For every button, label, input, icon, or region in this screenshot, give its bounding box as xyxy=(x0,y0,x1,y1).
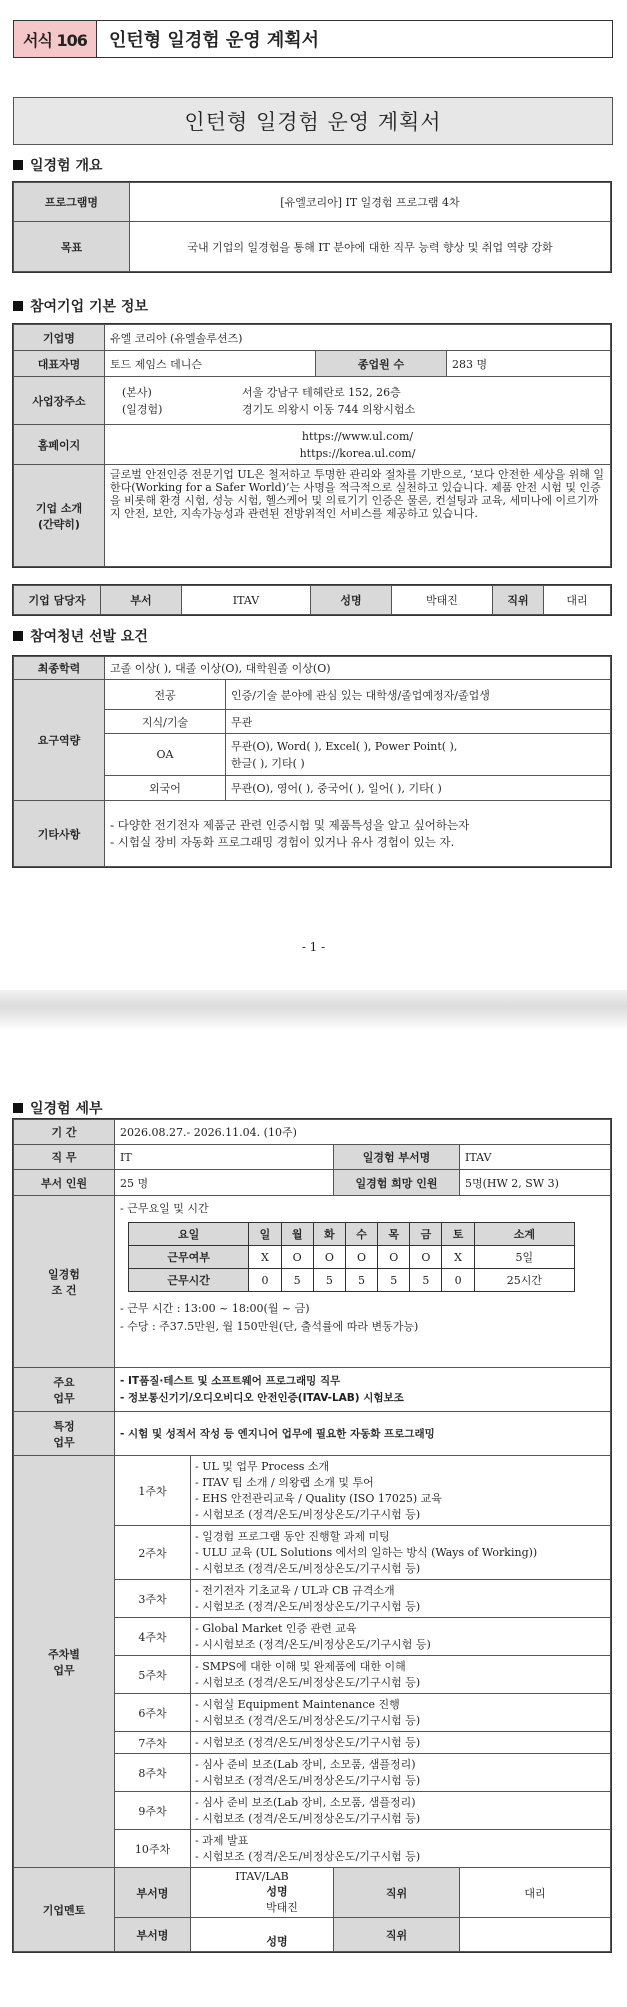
week-tasks xyxy=(191,1732,611,1754)
week-row xyxy=(14,1456,611,1526)
intro-value: 글로벌 안전인증 전문기업 UL은 철저하고 투명한 관리와 절차를 기반으로, ‘보다 안전한 세상을 위해 일한다(Working for a Safer World)’는 사명을 적극적으로 실천하고 있습니다. 제품 안전 시험 및 인증을 비롯해 환경 시험, 성능 시험, 헬스케어 및 의료기기 인증은 물론, 컨설팅과 교육, 세미나에 이르기까지 안전, 보안, 지속가능성과 관련된 전방위적인 서비스를 제공하고 있습니다. xyxy=(105,465,611,567)
schedule-cell: X xyxy=(442,1246,474,1269)
mentor2-position-value xyxy=(460,1918,611,1952)
week-number: 4주차 xyxy=(115,1618,191,1656)
schedule-cell: 5 xyxy=(281,1269,313,1292)
mentor-dept-value: ITAV/LAB 성명 박태진 xyxy=(191,1868,334,1918)
week-task-item: - 시험보조 (정격/온도/비정상온도/기구시험 등) xyxy=(195,1713,421,1727)
hope-count-value: 5명(HW 2, SW 3) xyxy=(460,1170,611,1196)
mentor-position-label: 직위 xyxy=(334,1868,460,1918)
week-tasks xyxy=(191,1656,611,1694)
contact-position-value: 대리 xyxy=(544,586,611,615)
page-1 xyxy=(0,0,627,990)
square-bullet-icon xyxy=(13,160,23,170)
competency-label: 요구역량 xyxy=(14,680,105,801)
conditions-label: 일경험 조 건 xyxy=(14,1196,115,1368)
conditions-value: - 근무요일 및 시간 요일 일 월 화 수 목 금 토 소계 근무여부 X O O O O O X 5일 근무시간 0 5 5 5 5 5 0 25시간 - 근무 시간 : 13:00 ~ 18:00(월 ~ 금) - 수당 : 주37.5만원, 월 150만원(단, 출석률에 따라 변동가능) xyxy=(115,1196,611,1368)
address-work: 경기도 의왕시 이동 744 의왕시험소 xyxy=(242,402,416,416)
week-task-item: - 시험보조 (정격/온도/비정상온도/기구시험 등) xyxy=(195,1675,421,1689)
skill-label: 지식/기술 xyxy=(105,710,226,734)
week-task-item: - ULU 교육 (UL Solutions 에서의 일하는 방식 (Ways of Working)) xyxy=(195,1545,538,1559)
program-name-label: 프로그램명 xyxy=(14,183,130,222)
schedule-cell: 5 xyxy=(410,1269,442,1292)
square-bullet-icon xyxy=(13,1103,23,1113)
week-number: 8주차 xyxy=(115,1754,191,1792)
job-label: 직 무 xyxy=(14,1145,115,1170)
schedule-cell: 토 xyxy=(442,1223,474,1246)
weekly-tasks xyxy=(14,1456,611,1868)
goal-label: 목표 xyxy=(14,222,130,272)
special-task-label: 특정 업무 xyxy=(14,1412,115,1456)
company-name-value: 유엘 코리아 (유엘솔루션즈) xyxy=(105,325,611,351)
schedule-cell: 5 xyxy=(378,1269,410,1292)
week-number: 2주차 xyxy=(115,1526,191,1580)
period-value: 2026.08.27.- 2026.11.04. (10주) xyxy=(115,1120,611,1145)
youth-table xyxy=(13,656,611,867)
major-value: 인증/기술 분야에 관심 있는 대학생/졸업예정자/졸업생 xyxy=(226,680,611,710)
schedule-work-row xyxy=(129,1246,575,1269)
contact-dept-label: 부서 xyxy=(101,586,182,615)
schedule-cell: 25시간 xyxy=(474,1269,574,1292)
schedule-cell: 소계 xyxy=(474,1223,574,1246)
week-tasks xyxy=(191,1526,611,1580)
week-task-item: - 시험보조 (정격/온도/비정상온도/기구시험 등) xyxy=(195,1561,421,1575)
week-tasks xyxy=(191,1456,611,1526)
schedule-hours-row xyxy=(129,1269,575,1292)
homepage-link-1[interactable]: https://www.ul.com/ xyxy=(301,429,414,443)
dept-name-value: ITAV xyxy=(460,1145,611,1170)
week-tasks xyxy=(191,1580,611,1618)
mentor2-position-label: 직위 xyxy=(334,1918,460,1952)
address-value: (본사) 서울 강남구 테헤란로 152, 26층 (일경험) 경기도 의왕시 이동 744 의왕시험소 xyxy=(105,377,611,425)
week-task-item: - 전기전자 기초교육 / UL과 CB 규격소개 xyxy=(195,1583,395,1597)
overview-table xyxy=(13,182,611,272)
week-task-item: - 시험보조 (정격/온도/비정상온도/기구시험 등) xyxy=(195,1507,421,1521)
document-title: 인턴형 일경험 운영 계획서 xyxy=(13,97,613,145)
major-label: 전공 xyxy=(105,680,226,710)
form-header xyxy=(13,20,613,58)
address-label: 사업장주소 xyxy=(14,377,105,425)
employees-value: 283 명 xyxy=(447,351,611,377)
contact-table xyxy=(13,585,611,615)
education-label: 최종학력 xyxy=(14,657,105,680)
hope-count-label: 일경험 희망 인원 xyxy=(334,1170,460,1196)
section-heading-detail: 일경험 세부 xyxy=(13,1098,103,1118)
schedule-cell: 목 xyxy=(378,1223,410,1246)
weekly-tasks-label: 주차별 업무 xyxy=(14,1456,115,1868)
form-title: 인턴형 일경험 운영 계획서 xyxy=(109,30,320,51)
week-tasks xyxy=(191,1830,611,1868)
week-task-item: - SMPS에 대한 이해 및 완제품에 대한 이해 xyxy=(195,1659,406,1673)
contact-position-label: 직위 xyxy=(493,586,544,615)
schedule-cell: 0 xyxy=(249,1269,281,1292)
week-task-item: - 시험보조 (정격/온도/비정상온도/기구시험 등) xyxy=(195,1811,421,1825)
education-value: 고졸 이상( ), 대졸 이상(O), 대학원졸 이상(O) xyxy=(105,657,611,680)
section-heading-youth: 참여청년 선발 요건 xyxy=(13,626,148,646)
week-number: 10주차 xyxy=(115,1830,191,1868)
section-heading-company: 참여기업 기본 정보 xyxy=(13,296,148,316)
contact-dept-value: ITAV xyxy=(182,586,311,615)
dept-name-label: 일경험 부서명 xyxy=(334,1145,460,1170)
oa-value: 무관(O), Word( ), Excel( ), Power Point( ), 한글( ), 기타( ) xyxy=(226,734,611,776)
job-value: IT xyxy=(115,1145,334,1170)
oa-label: OA xyxy=(105,734,226,776)
main-task-value: - IT품질·테스트 및 소프트웨어 프로그래밍 직무 - 정보통신기기/오디오비디오 안전인증(ITAV-LAB) 시험보조 xyxy=(115,1368,611,1412)
staff-label: 부서 인원 xyxy=(14,1170,115,1196)
contact-label: 기업 담당자 xyxy=(14,586,101,615)
week-task-item: - Global Market 인증 관련 교육 xyxy=(195,1621,357,1635)
week-number: 3주차 xyxy=(115,1580,191,1618)
schedule-cell: 금 xyxy=(410,1223,442,1246)
contact-name-value: 박태진 xyxy=(392,586,493,615)
week-task-item: - 시험보조 (정격/온도/비정상온도/기구시험 등) xyxy=(195,1735,421,1749)
schedule-cell: 5 xyxy=(313,1269,345,1292)
schedule-cell: 근무여부 xyxy=(129,1246,249,1269)
mentor2-dept-value: 성명 xyxy=(191,1918,334,1952)
etc-value: - 다양한 전기전자 제품군 관련 인증시험 및 제품특성을 알고 싶어하는자 - 시험실 장비 자동화 프로그래밍 경험이 있거나 유사 경험이 있는 자. xyxy=(105,801,611,867)
schedule-cell: O xyxy=(313,1246,345,1269)
mentor2-dept-label: 부서명 xyxy=(115,1918,191,1952)
schedule-cell: 수 xyxy=(345,1223,377,1246)
detail-table xyxy=(13,1119,611,1952)
week-tasks xyxy=(191,1694,611,1732)
schedule-cell: O xyxy=(281,1246,313,1269)
week-task-item: - 시시험보조 (정격/온도/비정상온도/기구시험 등) xyxy=(195,1637,431,1651)
etc-label: 기타사항 xyxy=(14,801,105,867)
language-label: 외국어 xyxy=(105,776,226,801)
week-tasks xyxy=(191,1792,611,1830)
page-separator xyxy=(0,990,627,1030)
company-name-label: 기업명 xyxy=(14,325,105,351)
schedule-cell: O xyxy=(378,1246,410,1269)
week-task-item: - EHS 안전관리교육 / Quality (ISO 17025) 교육 xyxy=(195,1491,442,1505)
schedule-cell: X xyxy=(249,1246,281,1269)
page-number: - 1 - xyxy=(301,940,326,954)
week-number: 9주차 xyxy=(115,1792,191,1830)
staff-value: 25 명 xyxy=(115,1170,334,1196)
period-label: 기 간 xyxy=(14,1120,115,1145)
week-task-item: - 시험보조 (정격/온도/비정상온도/기구시험 등) xyxy=(195,1849,421,1863)
schedule-cell: 월 xyxy=(281,1223,313,1246)
schedule-cell: O xyxy=(410,1246,442,1269)
goal-value: 국내 기업의 일경험을 통해 IT 분야에 대한 직무 능력 향상 및 취업 역량 강화 xyxy=(130,222,611,272)
square-bullet-icon xyxy=(13,631,23,641)
homepage-value xyxy=(105,425,611,465)
company-table xyxy=(13,324,611,567)
week-tasks xyxy=(191,1618,611,1656)
week-number: 1주차 xyxy=(115,1456,191,1526)
main-task-label: 주요 업무 xyxy=(14,1368,115,1412)
contact-name-label: 성명 xyxy=(311,586,392,615)
week-task-item: - 시험보조 (정격/온도/비정상온도/기구시험 등) xyxy=(195,1773,421,1787)
ceo-value: 토드 제임스 데니슨 xyxy=(105,351,316,377)
schedule-cell: 근무시간 xyxy=(129,1269,249,1292)
week-number: 5주차 xyxy=(115,1656,191,1694)
week-task-item: - 심사 준비 보조(Lab 장비, 소모품, 샘플정리) xyxy=(195,1757,416,1771)
schedule-cell: 요일 xyxy=(129,1223,249,1246)
schedule-cell: 화 xyxy=(313,1223,345,1246)
homepage-link-2[interactable]: https://korea.ul.com/ xyxy=(299,446,416,460)
week-task-item: - 심사 준비 보조(Lab 장비, 소모품, 샘플정리) xyxy=(195,1795,416,1809)
ceo-label: 대표자명 xyxy=(14,351,105,377)
week-tasks xyxy=(191,1754,611,1792)
mentor-dept-label: 부서명 xyxy=(115,1868,191,1918)
page-2 xyxy=(0,1030,627,2007)
week-number: 7주차 xyxy=(115,1732,191,1754)
week-number: 6주차 xyxy=(115,1694,191,1732)
week-task-item: - 시험실 Equipment Maintenance 진행 xyxy=(195,1697,400,1711)
mentor-label: 기업멘토 xyxy=(14,1868,115,1952)
homepage-label: 홈페이지 xyxy=(14,425,105,465)
week-task-item: - ITAV 팀 소개 / 의왕랩 소개 및 투어 xyxy=(195,1475,374,1489)
week-task-item: - UL 및 업무 Process 소개 xyxy=(195,1459,330,1473)
employees-label: 종업원 수 xyxy=(316,351,447,377)
schedule-cell: 0 xyxy=(442,1269,474,1292)
schedule-header-row xyxy=(129,1223,575,1246)
schedule-cell: 5 xyxy=(345,1269,377,1292)
address-hq: 서울 강남구 테헤란로 152, 26층 xyxy=(242,385,401,399)
week-task-item: - 과제 발표 xyxy=(195,1833,249,1847)
intro-label: 기업 소개 (간략히) xyxy=(14,465,105,567)
schedule-cell: O xyxy=(345,1246,377,1269)
schedule-cell: 5일 xyxy=(474,1246,574,1269)
form-number: 서식 106 xyxy=(14,21,97,57)
skill-value: 무관 xyxy=(226,710,611,734)
section-heading-overview: 일경험 개요 xyxy=(13,155,103,175)
week-task-item: - 시험보조 (정격/온도/비정상온도/기구시험 등) xyxy=(195,1599,421,1613)
language-value: 무관(O), 영어( ), 중국어( ), 일어( ), 기타( ) xyxy=(226,776,611,801)
schedule-cell: 일 xyxy=(249,1223,281,1246)
program-name-value: [유엘코리아] IT 일경험 프로그램 4차 xyxy=(130,183,611,222)
square-bullet-icon xyxy=(13,301,23,311)
special-task-value: - 시험 및 성적서 작성 등 엔지니어 업무에 필요한 자동화 프로그래밍 xyxy=(115,1412,611,1456)
mentor-position-value: 대리 xyxy=(460,1868,611,1918)
week-task-item: - 일경험 프로그램 동안 진행할 과제 미팅 xyxy=(195,1529,390,1543)
schedule-table xyxy=(128,1222,575,1292)
